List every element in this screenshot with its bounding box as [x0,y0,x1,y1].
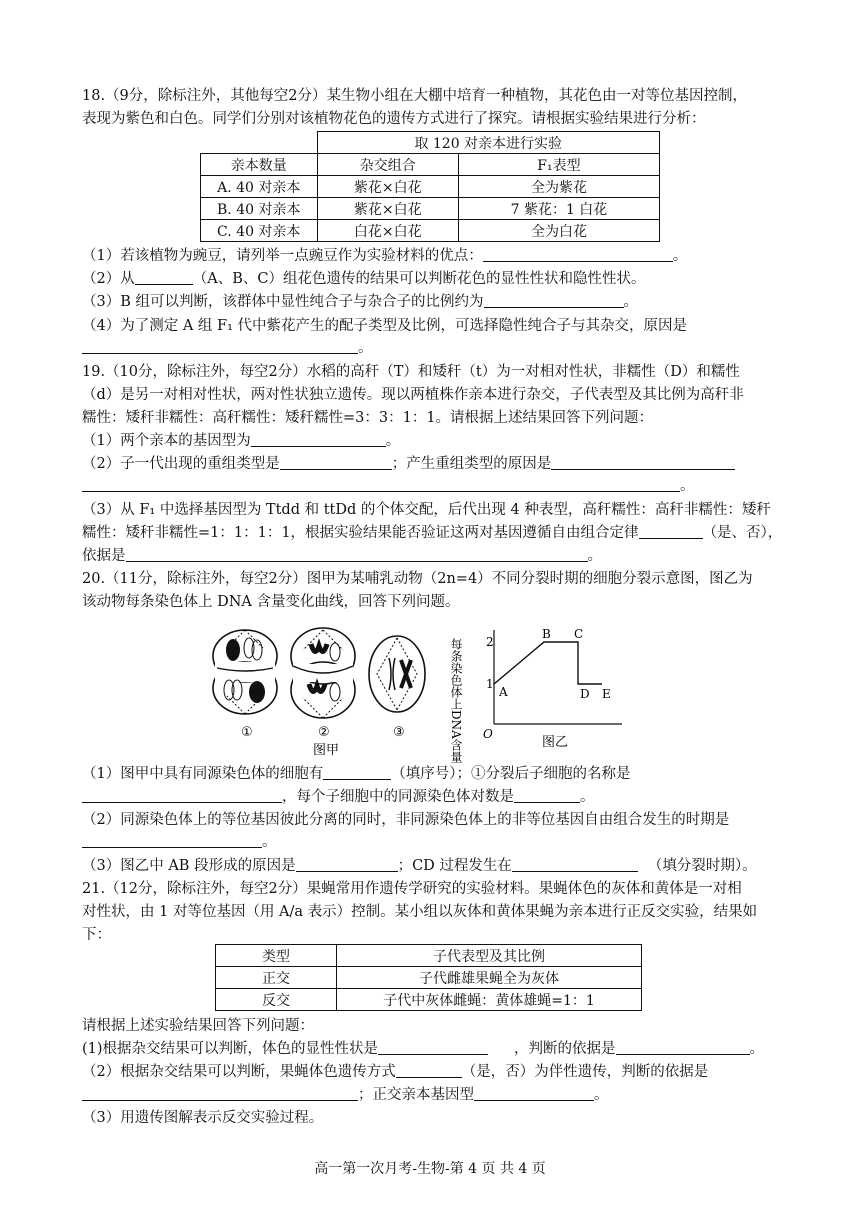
figure-label-1: ① [241,725,253,740]
q19-intro-line2: （d）是另一对相对性状，两对性状独立遗传。现以两植株作亲本进行杂交，子代表型及其比例为高秆非 [82,387,744,403]
y-tick-2: 2 [486,635,494,649]
answer-blank[interactable] [251,432,386,447]
q18-part3: （3）B 组可以判断，该群体中显性纯合子与杂合子的比例约为 。 [82,294,638,310]
figure-b-ylabel: 每条染色体上DNA含量 [449,638,463,763]
dna-curve-line [494,642,602,684]
figure-label-2: ② [318,725,330,740]
q19-part2-answer: 。 [82,476,695,496]
q18-intro-line1: 18.（9分，除标注外，其他每空2分）某生物小组在大棚中培育一种植物，其花色由一对等位基因控制， [82,88,748,104]
answer-blank[interactable] [639,524,703,539]
q19-part3-line3: 依据是 。 [82,548,602,564]
answer-blank[interactable] [280,455,392,470]
figure-b-dna-curve [449,624,642,763]
answer-blank[interactable] [126,547,588,562]
table-cell: 正交 [216,967,337,989]
answer-blank[interactable] [512,857,638,872]
q18-table [200,131,660,242]
figure-a-caption: 图甲 [313,743,340,758]
point-c: C [574,627,584,641]
q21-part1: (1)根据杂交结果可以判断，体色的显性性状是 ，判断的依据是 。 [82,1041,765,1057]
q20-intro-line2: 该动物每条染色体上 DNA 含量变化曲线，回答下列问题。 [82,594,460,610]
figure-a-cell-division [205,618,440,758]
q18-th-0: 亲本数量 [201,154,318,176]
table-cell: C. 40 对亲本 [201,220,318,242]
point-b: B [542,627,551,641]
q21-part2-line1: （2）根据杂交结果可以判断，果蝇体色遗传方式 （是，否）为伴性遗传，判断的依据是 [82,1064,709,1080]
q18-part4-answer: 。 [82,338,373,358]
q21-lead: 请根据上述实验结果回答下列问题： [82,1018,314,1034]
q21-intro-line1: 21.（12分，除标注外，每空2分）果蝇常用作遗传学研究的实验材料。果蝇体色的灰体和黄体是一对相 [82,881,742,897]
q20-part1-line1: （1）图甲中具有同源染色体的细胞有 （填序号）；①分裂后子细胞的名称是 [82,766,631,782]
table-cell: 白花×白花 [317,220,458,242]
q19-part3-line1: （3）从 F₁ 中选择基因型为 Ttdd 和 ttDd 的个体交配，后代出现 4 种表型，高秆糯性：高秆非糯性：矮秆 [82,502,771,518]
q18-part2: （2）从 （A、B、C）组花色遗传的结果可以判断花色的显性性状和隐性性状。 [82,271,646,287]
table-cell: B. 40 对亲本 [201,198,318,220]
q19-part2: （2）子一代出现的重组类型是 ；产生重组类型的原因是 [82,454,735,474]
q20-part2: （2）同源染色体上的等位基因彼此分离的同时，非同源染色体上的非等位基因自由组合发生的时期是 [82,812,730,828]
figure-b-caption: 图乙 [542,735,569,750]
answer-blank[interactable] [82,788,282,803]
q19-intro-line1: 19.（10分，除标注外，每空2分）水稻的高秆（T）和矮秆（t）为一对相对性状，非糯性（D）和糯性 [82,364,740,380]
table-cell: 全为白花 [458,220,659,242]
cell-3 [369,636,425,712]
q21-part2-line2: ；正交亲本基因型 。 [82,1085,609,1105]
q18-th-2: F₁表型 [458,154,659,176]
answer-blank[interactable] [82,833,262,848]
table-cell: 全为紫花 [458,176,659,198]
q20-part3: （3）图乙中 AB 段形成的原因是 ；CD 过程发生在 （填分裂时期）。 [82,858,757,874]
answer-blank[interactable] [483,247,673,262]
table-cell: 紫花×白花 [317,198,458,220]
figure-label-3: ③ [393,725,405,740]
table-cell: 紫花×白花 [317,176,458,198]
q20-part2-answer: 。 [82,832,277,852]
q20-intro-line1: 20.（11分，除标注外，每空2分）图甲为某哺乳动物（2n=4）不同分裂时期的细胞分裂示意图，图乙为 [82,571,753,587]
answer-blank[interactable] [616,1040,750,1055]
point-e: E [602,687,611,701]
cell-2 [291,628,355,718]
q21-th-0: 类型 [216,945,337,967]
answer-blank[interactable] [551,455,735,470]
answer-blank[interactable] [474,1086,594,1101]
answer-blank[interactable] [296,857,398,872]
q19-intro-line3: 糯性：矮秆非糯性：高秆糯性：矮秆糯性=3：3：1：1。请根据上述结果回答下列问题： [82,410,654,426]
answer-blank[interactable] [514,788,580,803]
q18-intro-line2: 表现为紫色和白色。同学们分别对该植物花色的遗传方式进行了探究。请根据实验结果进行分析： [82,111,706,127]
q18-part1: （1）若该植物为豌豆，请列举一点豌豆作为实验材料的优点： 。 [82,248,688,264]
answer-blank[interactable] [396,1063,462,1078]
answer-blank[interactable] [484,293,624,308]
answer-blank[interactable] [323,765,391,780]
table-cell: 子代中灰体雌蝇：黄体雄蝇=1：1 [337,989,642,1011]
point-d: D [580,687,590,701]
answer-blank[interactable] [82,477,680,492]
table-cell: 反交 [216,989,337,1011]
origin-label: O [483,727,493,741]
q18-part4: （4）为了测定 A 组 F₁ 代中紫花产生的配子类型及比例，可选择隐性纯合子与其杂交，原因是 [82,318,688,334]
point-a: A [499,685,508,699]
q21-table [215,944,642,1011]
q18-table-title: 取 120 对亲本进行实验 [317,132,660,154]
table-cell: 7 紫花：1 白花 [458,198,659,220]
q21-intro-line2: 对性状，由 1 对等位基因（用 A/a 表示）控制。某小组以灰体和黄体果蝇为亲本进行正反交实验，结果如 [82,904,758,920]
page-footer: 高一第一次月考-生物-第 4 页 共 4 页 [314,1161,546,1177]
table-cell: 子代雌雄果蝇全为灰体 [337,967,642,989]
answer-blank[interactable] [82,1086,358,1101]
q21-th-1: 子代表型及其比例 [337,945,642,967]
answer-blank[interactable] [82,339,358,354]
y-tick-1: 1 [486,677,494,691]
table-cell: A. 40 对亲本 [201,176,318,198]
q19-part3-line2: 糯性：矮秆非糯性=1：1：1：1，根据实验结果能否验证这两对基因遵循自由组合定律 （是、否）， [82,525,783,541]
q20-part1-line2: ，每个子细胞中的同源染色体对数是 。 [82,787,595,807]
answer-blank[interactable] [135,270,193,285]
cell-1 [213,630,277,714]
q21-intro-line3: 下： [82,927,111,943]
q19-part1: （1）两个亲本的基因型为 。 [82,433,401,449]
answer-blank[interactable] [378,1040,488,1055]
q21-part3: （3）用遗传图解表示反交实验过程。 [82,1110,324,1126]
q18-th-1: 杂交组合 [317,154,458,176]
